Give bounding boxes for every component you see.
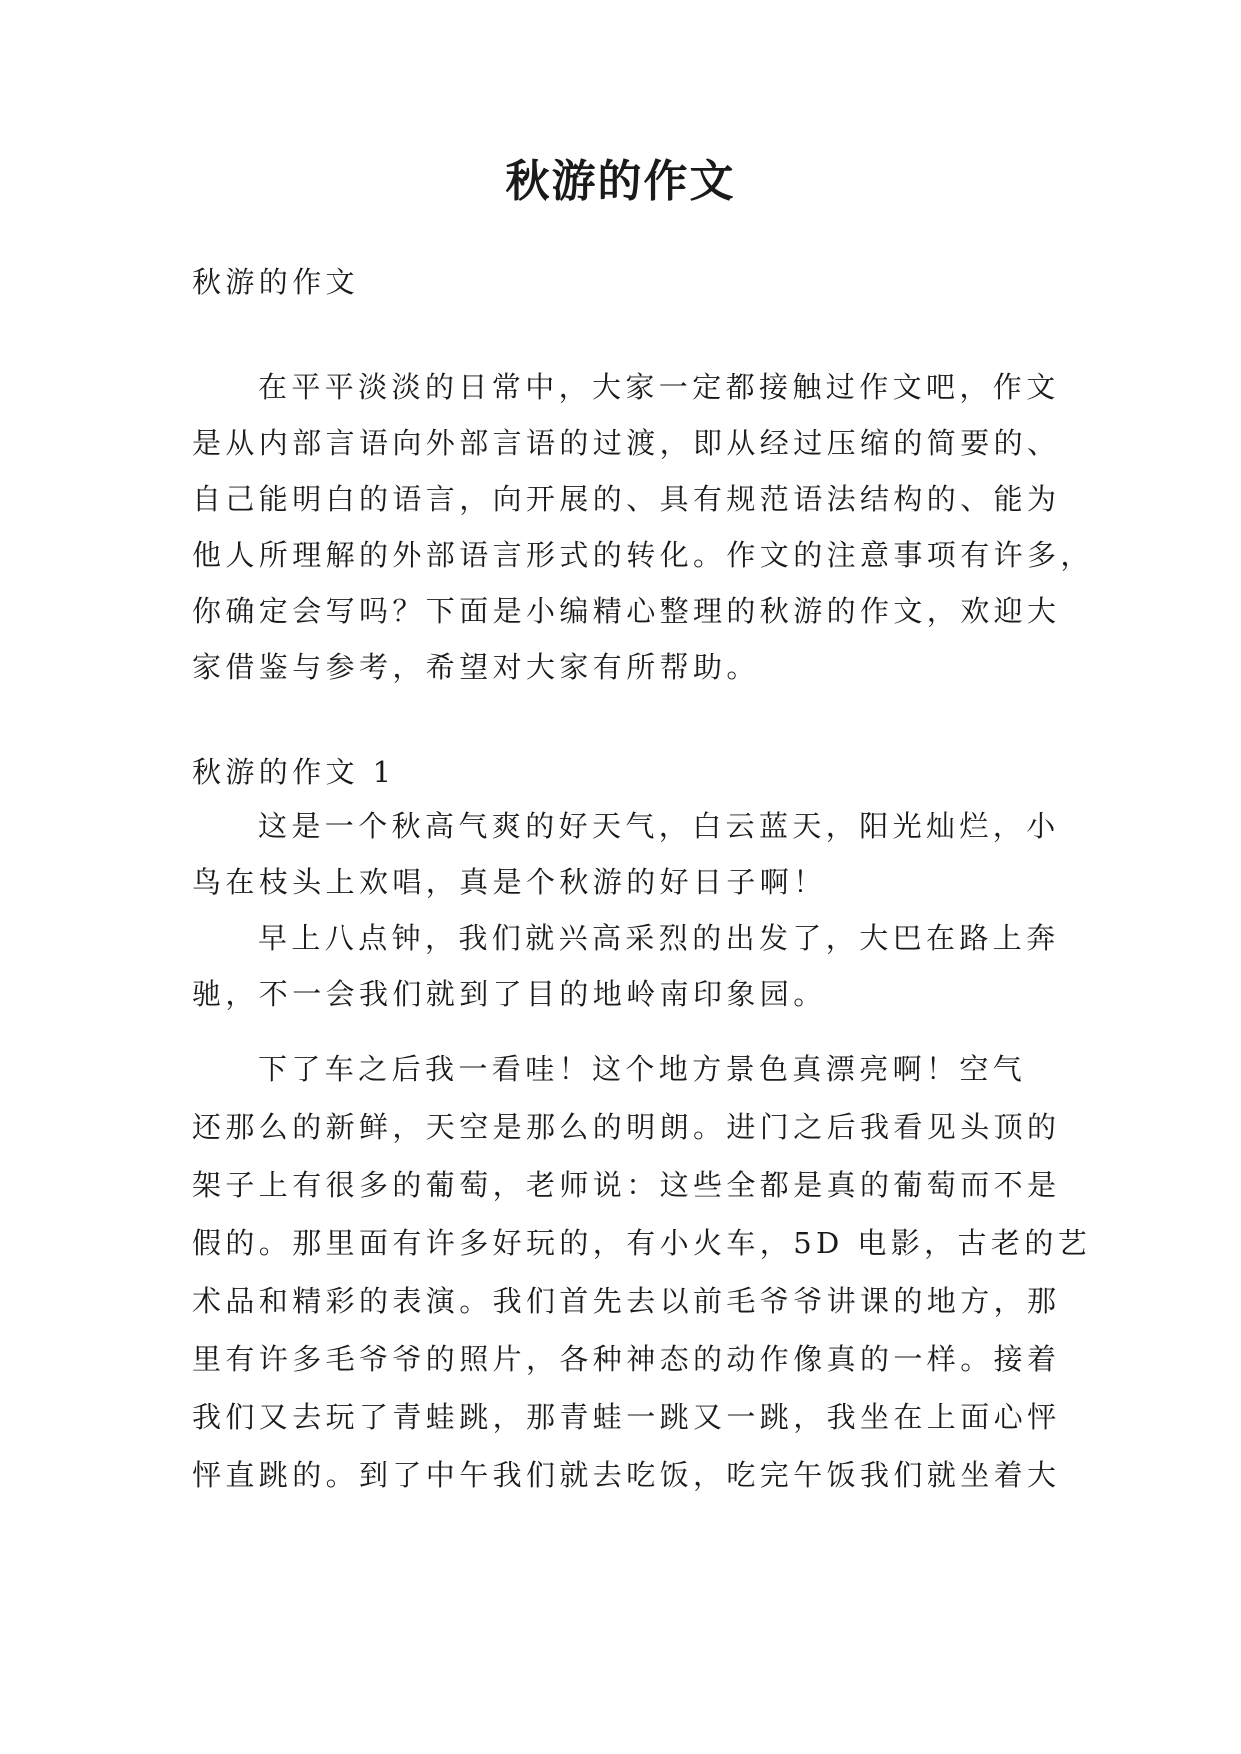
- essay-line: 术品和精彩的表演。我们首先去以前毛爷爷讲课的地方，那: [192, 1284, 1061, 1318]
- intro-line: 自己能明白的语言，向开展的、具有规范语法结构的、能为: [192, 482, 1061, 516]
- intro-line: 你确定会写吗？下面是小编精心整理的秋游的作文，欢迎大: [192, 594, 1061, 628]
- essay-line: 我们又去玩了青蛙跳，那青蛙一跳又一跳，我坐在上面心怦: [192, 1400, 1061, 1434]
- essay-line: 驰，不一会我们就到了目的地岭南印象园。: [192, 977, 827, 1011]
- intro-line: 家借鉴与参考，希望对大家有所帮助。: [192, 650, 760, 684]
- subtitle: 秋游的作文: [192, 265, 360, 299]
- essay-line: 下了车之后我一看哇！这个地方景色真漂亮啊！空气: [258, 1052, 1027, 1086]
- essay-line: 还那么的新鲜，天空是那么的明朗。进门之后我看见头顶的: [192, 1110, 1061, 1144]
- intro-line: 是从内部言语向外部言语的过渡，即从经过压缩的简要的、: [192, 426, 1061, 460]
- intro-line: 他人所理解的外部语言形式的转化。作文的注意事项有许多，: [192, 538, 1094, 572]
- essay-heading: 秋游的作文 1: [192, 755, 396, 789]
- essay-line: 早上八点钟，我们就兴高采烈的出发了，大巴在路上奔: [258, 921, 1060, 955]
- essay-line: 假的。那里面有许多好玩的，有小火车，5D 电影，古老的艺: [192, 1226, 1092, 1260]
- essay-line: 鸟在枝头上欢唱，真是个秋游的好日子啊！: [192, 865, 827, 899]
- document-title: 秋游的作文: [505, 156, 736, 207]
- intro-line: 在平平淡淡的日常中，大家一定都接触过作文吧，作文: [258, 370, 1060, 404]
- essay-line: 里有许多毛爷爷的照片，各种神态的动作像真的一样。接着: [192, 1342, 1061, 1376]
- essay-line: 怦直跳的。到了中午我们就去吃饭，吃完午饭我们就坐着大: [192, 1458, 1061, 1492]
- essay-line: 这是一个秋高气爽的好天气，白云蓝天，阳光灿烂，小: [258, 809, 1060, 843]
- essay-line: 架子上有很多的葡萄，老师说：这些全都是真的葡萄而不是: [192, 1168, 1061, 1202]
